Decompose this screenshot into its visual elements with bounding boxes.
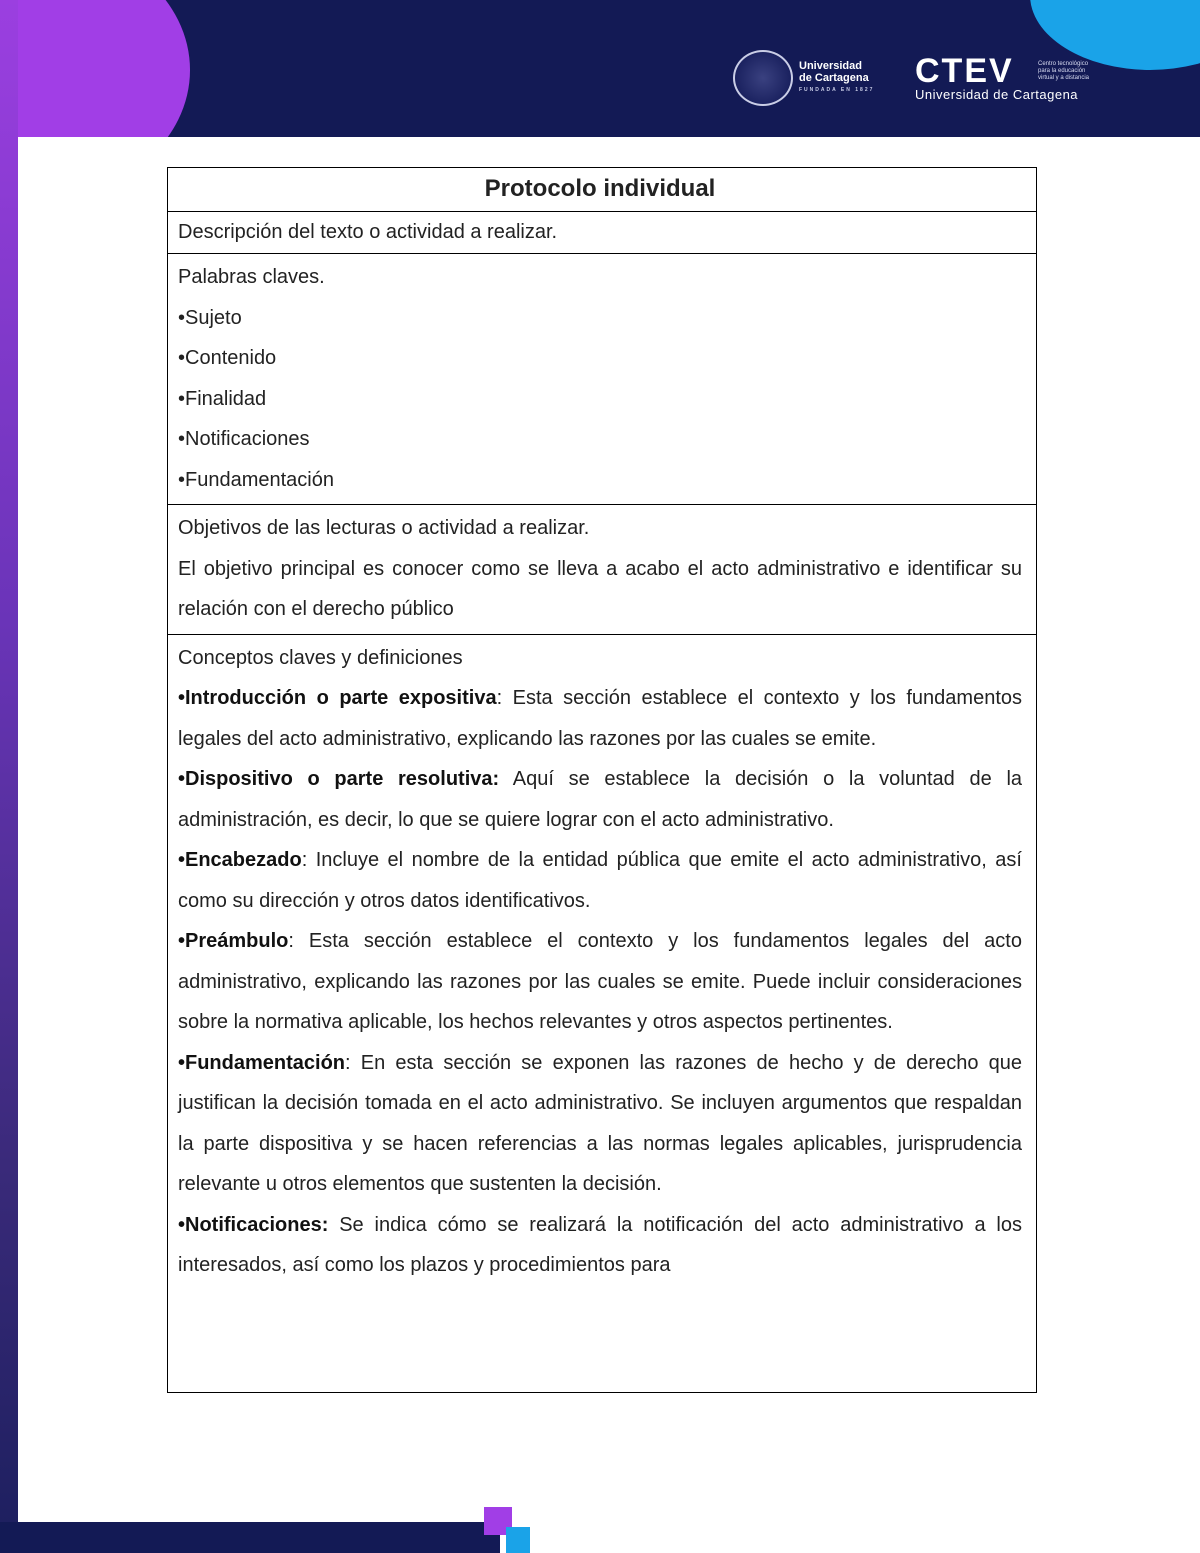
concept-term: •Fundamentación	[178, 1051, 346, 1074]
list-item: •Notificaciones	[178, 428, 310, 450]
ctev-subtitle: Universidad de Cartagena	[915, 87, 1079, 102]
concept-definition: En esta sección se exponen las razones de hecho y de derecho que justifican la decisión tomada en el acto administrativo. Se incluyen argumentos que respaldan la parte dispositiva y se hacen referencias a las normas legales aplicables, jurisprudencia relevante u otros elementos que sustenten la decisión.	[178, 1051, 1022, 1195]
list-item: •Fundamentación	[178, 468, 334, 491]
concepts-cell	[168, 634, 1037, 1392]
concept-term: •Dispositivo o parte resolutiva:	[178, 768, 500, 790]
concept-item: •Fundamentación: En esta sección se exponen las razones de hecho y de derecho que justifican la decisión tomada en el acto administrativo. Se incluyen argumentos que respaldan la parte dispositiva y se hacen referencias a las normas legales aplicables, jurisprudencia relevante u otros elementos que sustenten la decisión.	[178, 1051, 1022, 1195]
concept-definition: Aquí se establece la decisión o la voluntad de la administración, es decir, lo que se quiere lograr con el acto administrativo.	[178, 768, 1023, 831]
list-item: •Sujeto	[178, 306, 242, 329]
keywords-label: Palabras claves.	[178, 266, 325, 288]
objectives-text: El objetivo principal es conocer como se lleva a acabo el acto administrativo e identificar su relación con el derecho público	[178, 557, 1022, 620]
concept-item: •Encabezado: Incluye el nombre de la entidad pública que emite el acto administrativo, así como su dirección y otros datos identificativos.	[178, 849, 1022, 912]
footer-bar	[0, 1522, 500, 1553]
protocol-title: Protocolo individual	[168, 168, 1037, 212]
university-name: Universidad de Cartagena FUNDADA EN 1827	[799, 60, 875, 93]
concept-term: •Introducción o parte expositiva	[178, 687, 497, 709]
left-accent-strip	[0, 0, 18, 1553]
concept-definition: Esta sección establece el contexto y los fundamentos legales del acto administrativo, explicando las razones por las cuales se emite.	[178, 687, 1022, 750]
concept-definition: Esta sección establece el contexto y los fundamentos legales del acto administrativo, explicando las razones por las cuales se emite. Puede incluir consideraciones sobre la normativa aplicable, los hechos relevantes y otros aspectos pertinentes.	[178, 930, 1022, 1033]
table-row	[168, 634, 1037, 1392]
decorative-cyan-square	[506, 1527, 530, 1553]
protocol-table	[167, 167, 1037, 1393]
description-label: Descripción del texto o actividad a realizar.	[178, 221, 558, 243]
university-logo	[733, 50, 874, 106]
keywords-cell	[168, 254, 1037, 505]
ctev-logo	[915, 52, 1090, 103]
table-row	[168, 254, 1037, 505]
concept-term: •Notificaciones:	[178, 1213, 329, 1236]
concept-item	[178, 1205, 1022, 1286]
concept-definition: Se indica cómo se realizará la notificación del acto administrativo a los interesados, así como los plazos y procedimientos para	[178, 1213, 1022, 1276]
concept-term: •Encabezado	[178, 849, 302, 871]
concept-item: •Preámbulo: Esta sección establece el contexto y los fundamentos legales del acto administrativo, explicando las razones por las cuales se emite. Puede incluir consideraciones sobre la normativa aplicable, los hechos relevantes y otros aspectos pertinentes.	[178, 930, 1022, 1033]
university-seal-icon	[733, 50, 793, 106]
decorative-purple-shape	[0, 0, 190, 137]
objectives-label: Objetivos de las lecturas o actividad a realizar.	[178, 517, 590, 539]
table-row	[168, 212, 1037, 254]
concept-term: •Preámbulo	[178, 930, 289, 952]
list-item: •Contenido	[178, 347, 277, 369]
objectives-cell	[168, 505, 1037, 635]
concepts-label: Conceptos claves y definiciones	[178, 646, 463, 669]
concept-item: •Introducción o parte expositiva: Esta sección establece el contexto y los fundamentos legales del acto administrativo, explicando las razones por las cuales se emite.	[178, 687, 1022, 750]
ctev-tagline: Centro tecnológico para la educación virtual y a distancia	[1038, 61, 1090, 81]
list-item: •Finalidad	[178, 387, 267, 410]
concept-definition: Incluye el nombre de la entidad pública que emite el acto administrativo, así como su dirección y otros datos identificativos.	[178, 849, 1022, 912]
concept-item	[178, 759, 1022, 840]
description-cell	[168, 212, 1037, 254]
table-row	[168, 505, 1037, 635]
ctev-title: CTEV	[915, 52, 1014, 90]
header-banner	[0, 0, 1200, 137]
table-row	[168, 168, 1037, 212]
